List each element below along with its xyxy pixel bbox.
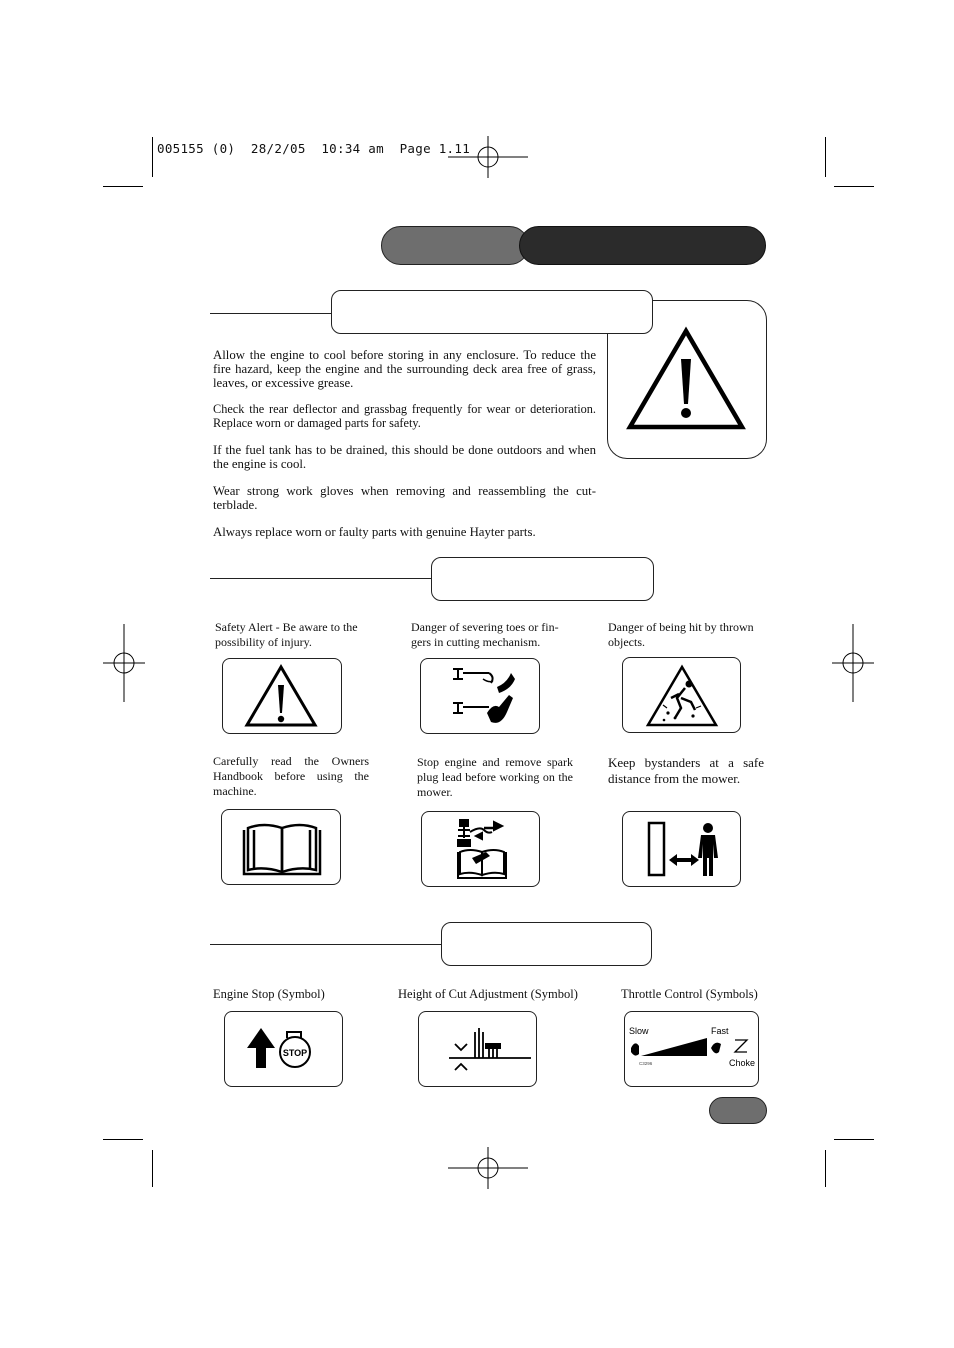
section-rule (210, 944, 442, 945)
severing-danger-symbol (420, 658, 540, 734)
crop-mark (825, 137, 826, 177)
section-rule (210, 313, 332, 314)
section-rule (210, 578, 432, 579)
paragraph: Check the rear deflector and grassbag frequently for wear or deterioration. Replace worn or damaged parts for safety. (213, 402, 596, 430)
crop-mark (152, 1150, 153, 1187)
stop-label: STOP (282, 1048, 308, 1058)
throttle-control-symbol (624, 1011, 759, 1087)
symbol-caption: Safety Alert - Be aware to the possibility of injury. (215, 620, 358, 649)
registration-mark-bottom-icon (448, 1147, 528, 1189)
paragraph: If the fuel tank has to be drained, this should be done outdoors and when the engine is cool. (213, 443, 596, 471)
symbol-caption: Throttle Control (Symbols) (621, 987, 758, 1001)
print-slug: 005155 (0) 28/2/05 10:34 am Page 1.11 (157, 141, 471, 156)
bystander-distance-icon (623, 812, 742, 888)
crop-mark (834, 1139, 874, 1140)
throttle-code-label: C3296 (639, 1061, 653, 1066)
section-heading-box (431, 557, 654, 601)
symbol-caption: Keep bystanders at a safe distance from the mower. (608, 755, 764, 786)
throttle-control-icon (625, 1012, 760, 1088)
symbol-caption: Danger of severing toes or fin-gers in cutting mechanism. (411, 620, 559, 649)
height-of-cut-symbol (418, 1011, 537, 1087)
warning-triangle-icon (223, 659, 343, 735)
section-heading-box (441, 922, 652, 966)
paragraph: Wear strong work gloves when removing and reassembling the cut-terblade. (213, 484, 596, 512)
engine-stop-symbol (224, 1011, 343, 1087)
registration-mark-right-icon (832, 624, 874, 702)
symbol-caption: Engine Stop (Symbol) (213, 987, 325, 1001)
throttle-fast-label: Fast (711, 1026, 729, 1036)
crop-mark (825, 1150, 826, 1187)
symbol-caption: Height of Cut Adjustment (Symbol) (398, 987, 578, 1001)
registration-mark-left-icon (103, 624, 145, 702)
section-tab-left (381, 226, 529, 265)
engine-stop-icon (225, 1012, 344, 1088)
read-handbook-symbol (221, 809, 341, 885)
page-number-tab (709, 1097, 767, 1124)
thrown-objects-symbol (622, 657, 741, 733)
bystander-symbol (622, 811, 741, 887)
spark-plug-symbol (421, 811, 540, 887)
paragraph: Always replace worn or faulty parts with genuine Hayter parts. (213, 525, 536, 539)
crop-mark (152, 137, 153, 177)
section-heading-box (331, 290, 653, 334)
spark-plug-book-icon (422, 812, 541, 888)
symbol-caption: Carefully read the Owners Handbook before using the machine. (213, 754, 369, 798)
crop-mark (834, 186, 874, 187)
throttle-slow-label: Slow (629, 1026, 649, 1036)
symbol-caption: Danger of being hit by thrown objects. (608, 620, 754, 649)
open-book-icon (222, 810, 342, 886)
safety-alert-symbol (222, 658, 342, 734)
crop-mark (103, 186, 143, 187)
height-of-cut-icon (419, 1012, 538, 1088)
section-tab-right (519, 226, 766, 265)
throttle-choke-label: Choke (729, 1058, 756, 1068)
blade-hand-foot-icon (421, 659, 541, 735)
crop-mark (103, 1139, 143, 1140)
thrown-objects-icon (623, 658, 742, 734)
symbol-caption: Stop engine and remove spark plug lead before working on the mower. (417, 755, 573, 799)
paragraph: Allow the engine to cool before storing in any enclosure. To reduce the fire hazard, keep the engine and the surrounding deck area free of grass, leaves, or excessive grease. (213, 348, 596, 390)
